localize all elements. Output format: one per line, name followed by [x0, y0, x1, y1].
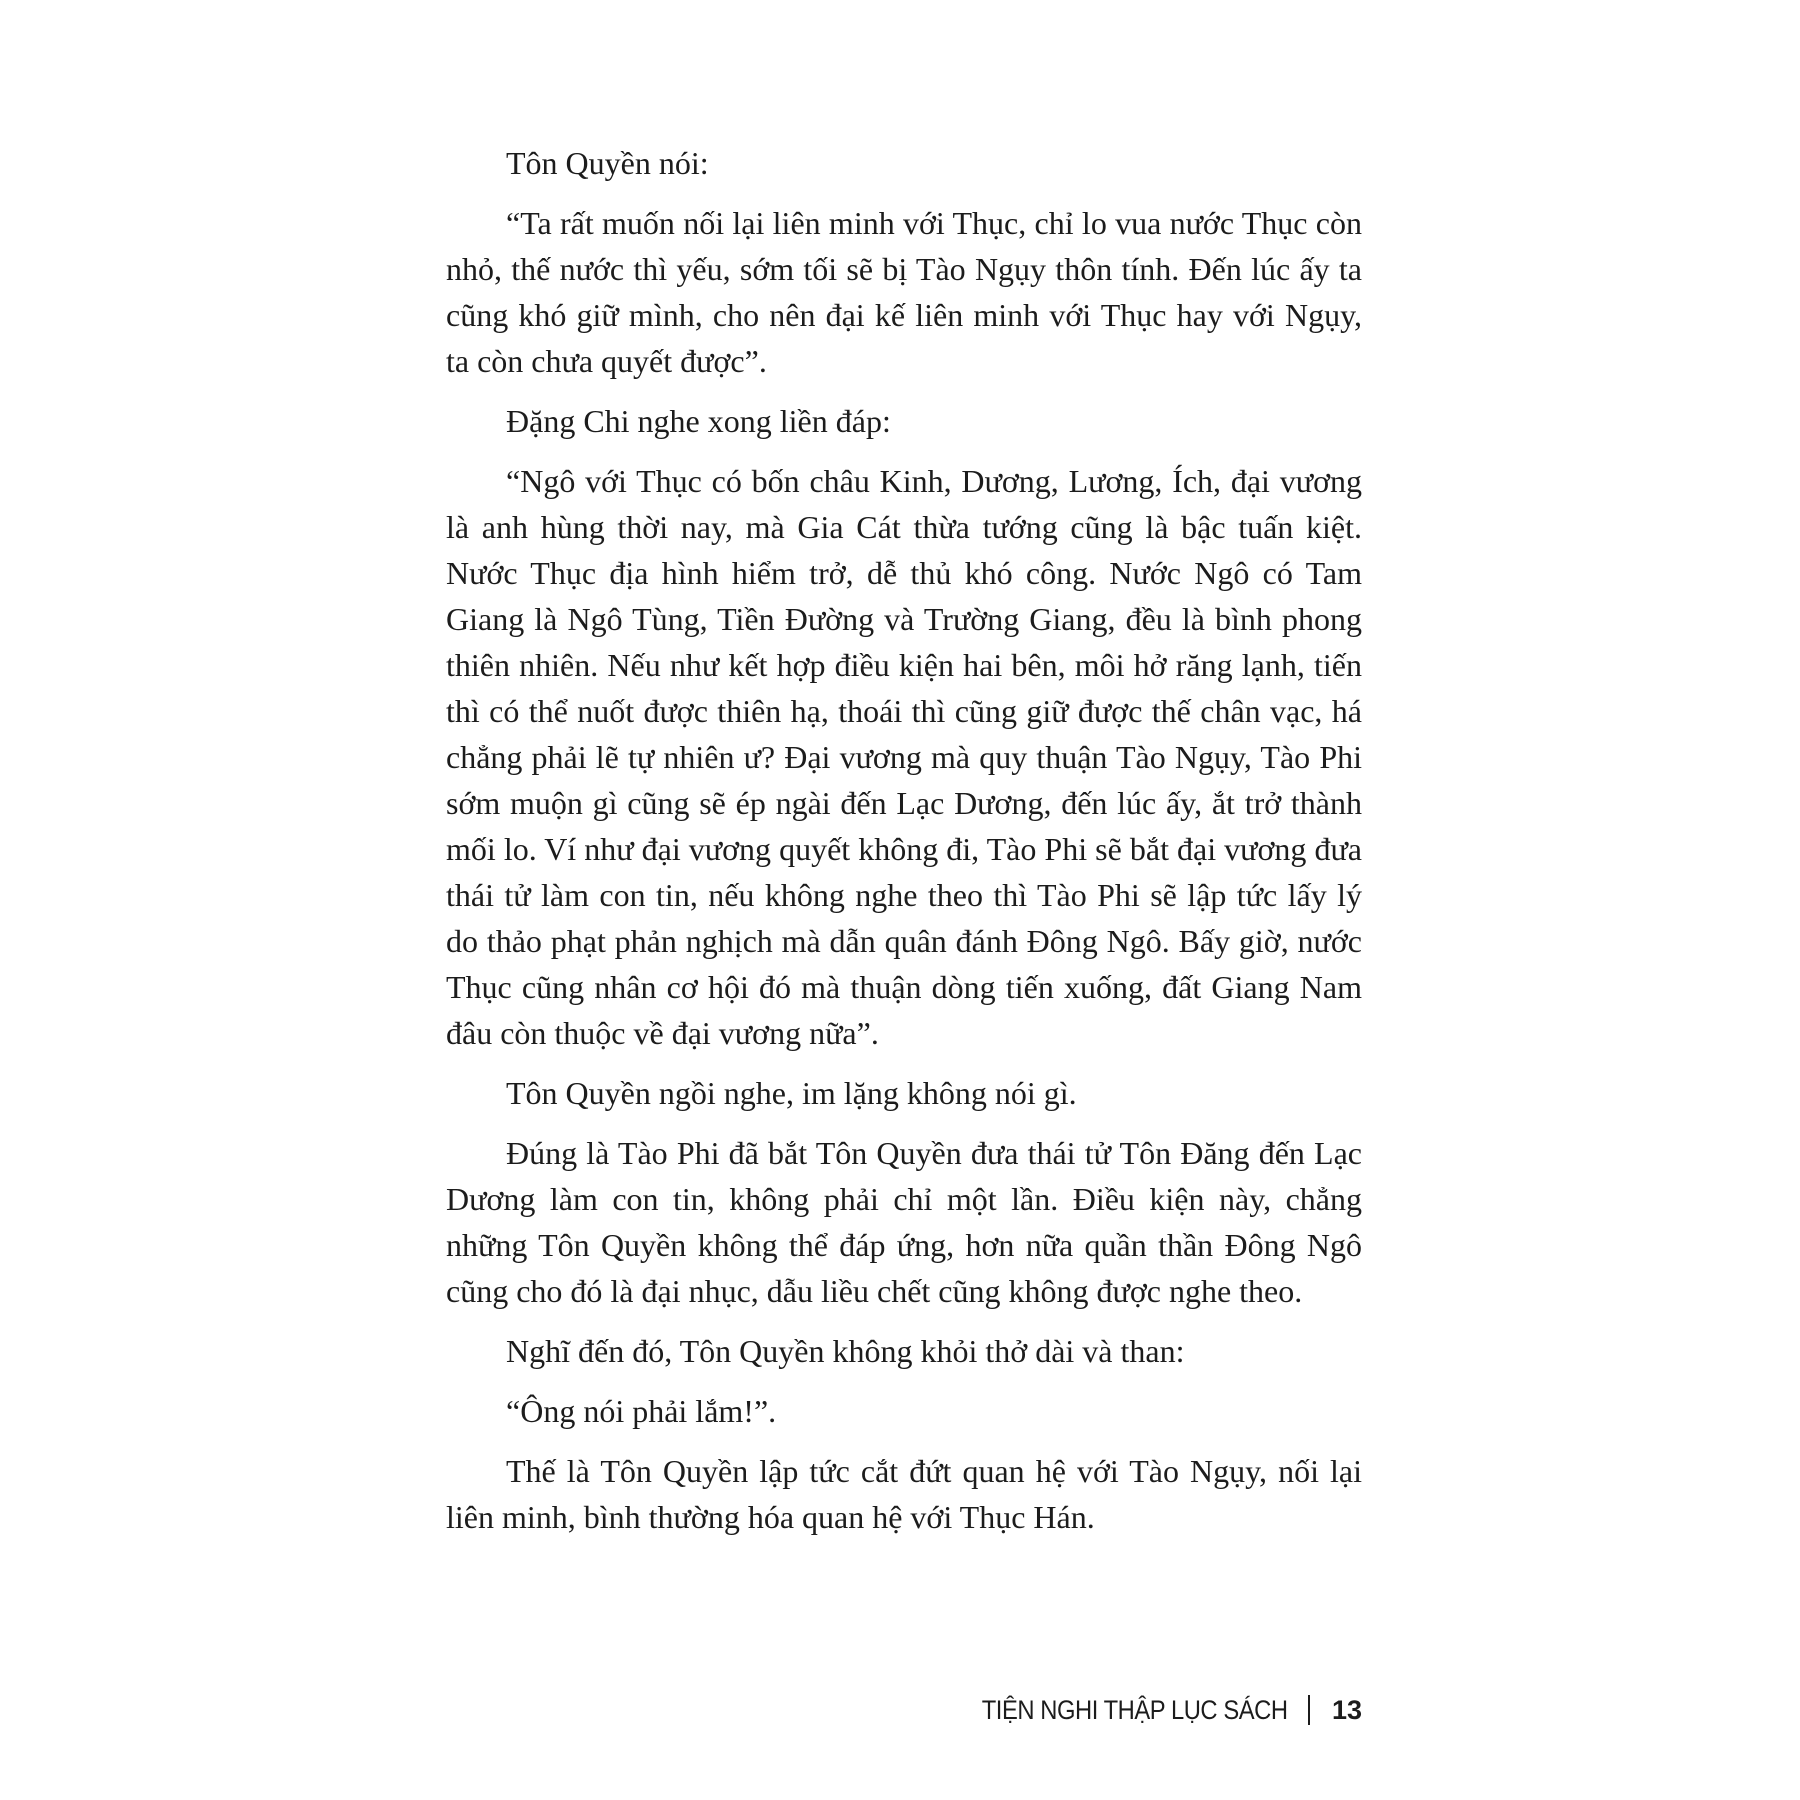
paragraph-3: Đặng Chi nghe xong liền đáp:	[506, 403, 891, 439]
paragraph-7: Nghĩ đến đó, Tôn Quyền không khỏi thở dài và than:	[506, 1333, 1185, 1369]
page-number: 13	[1331, 1694, 1362, 1725]
paragraph-2: “Ta rất muốn nối lại liên minh với Thục, chỉ lo vua nước Thục còn nhỏ, thế nước thì yếu, sớm tối sẽ bị Tào Ngụy thôn tính. Đến lúc ấy ta cũng khó giữ mình, cho nên đại kế liên minh với Thục hay với Ngụy, ta còn chưa quyết được”.	[446, 205, 1362, 379]
paragraph-9: Thế là Tôn Quyền lập tức cắt đứt quan hệ với Tào Ngụy, nối lại liên minh, bình thường hóa quan hệ với Thục Hán.	[446, 1453, 1362, 1535]
paragraph-1: Tôn Quyền nói:	[506, 145, 709, 181]
page-footer	[446, 1690, 1362, 1730]
paragraph-4: “Ngô với Thục có bốn châu Kinh, Dương, Lương, Ích, đại vương là anh hùng thời nay, mà Gia Cát thừa tướng cũng là bậc tuấn kiệt. Nước Thục địa hình hiểm trở, dễ thủ khó công. Nước Ngô có Tam Giang là Ngô Tùng, Tiền Đường và Trường Giang, đều là bình phong thiên nhiên. Nếu như kết hợp điều kiện hai bên, môi hở răng lạnh, tiến thì có thể nuốt được thiên hạ, thoái thì cũng giữ được thế chân vạc, há chẳng phải lẽ tự nhiên ư? Đại vương mà quy thuận Tào Ngụy, Tào Phi sớm muộn gì cũng sẽ ép ngài đến Lạc Dương, đến lúc ấy, ắt trở thành mối lo. Ví như đại vương quyết không đi, Tào Phi sẽ bắt đại vương đưa thái tử làm con tin, nếu không nghe theo thì Tào Phi sẽ lập tức lấy lý do thảo phạt phản nghịch mà dẫn quân đánh Đông Ngô. Bấy giờ, nước Thục cũng nhân cơ hội đó mà thuận dòng tiến xuống, đất Giang Nam đâu còn thuộc về đại vương nữa”.	[446, 463, 1362, 1051]
paragraph-6: Đúng là Tào Phi đã bắt Tôn Quyền đưa thái tử Tôn Đăng đến Lạc Dương làm con tin, không phải chỉ một lần. Điều kiện này, chẳng những Tôn Quyền không thể đáp ứng, hơn nữa quần thần Đông Ngô cũng cho đó là đại nhục, dẫu liều chết cũng không được nghe theo.	[446, 1135, 1362, 1309]
paragraph-5: Tôn Quyền ngồi nghe, im lặng không nói gì.	[506, 1075, 1077, 1111]
page-body	[446, 140, 1362, 1554]
running-title: TIỆN NGHI THẬP LỤC SÁCH	[982, 1694, 1288, 1725]
paragraph-8: “Ông nói phải lắm!”.	[506, 1393, 777, 1429]
footer-divider	[1308, 1695, 1310, 1725]
